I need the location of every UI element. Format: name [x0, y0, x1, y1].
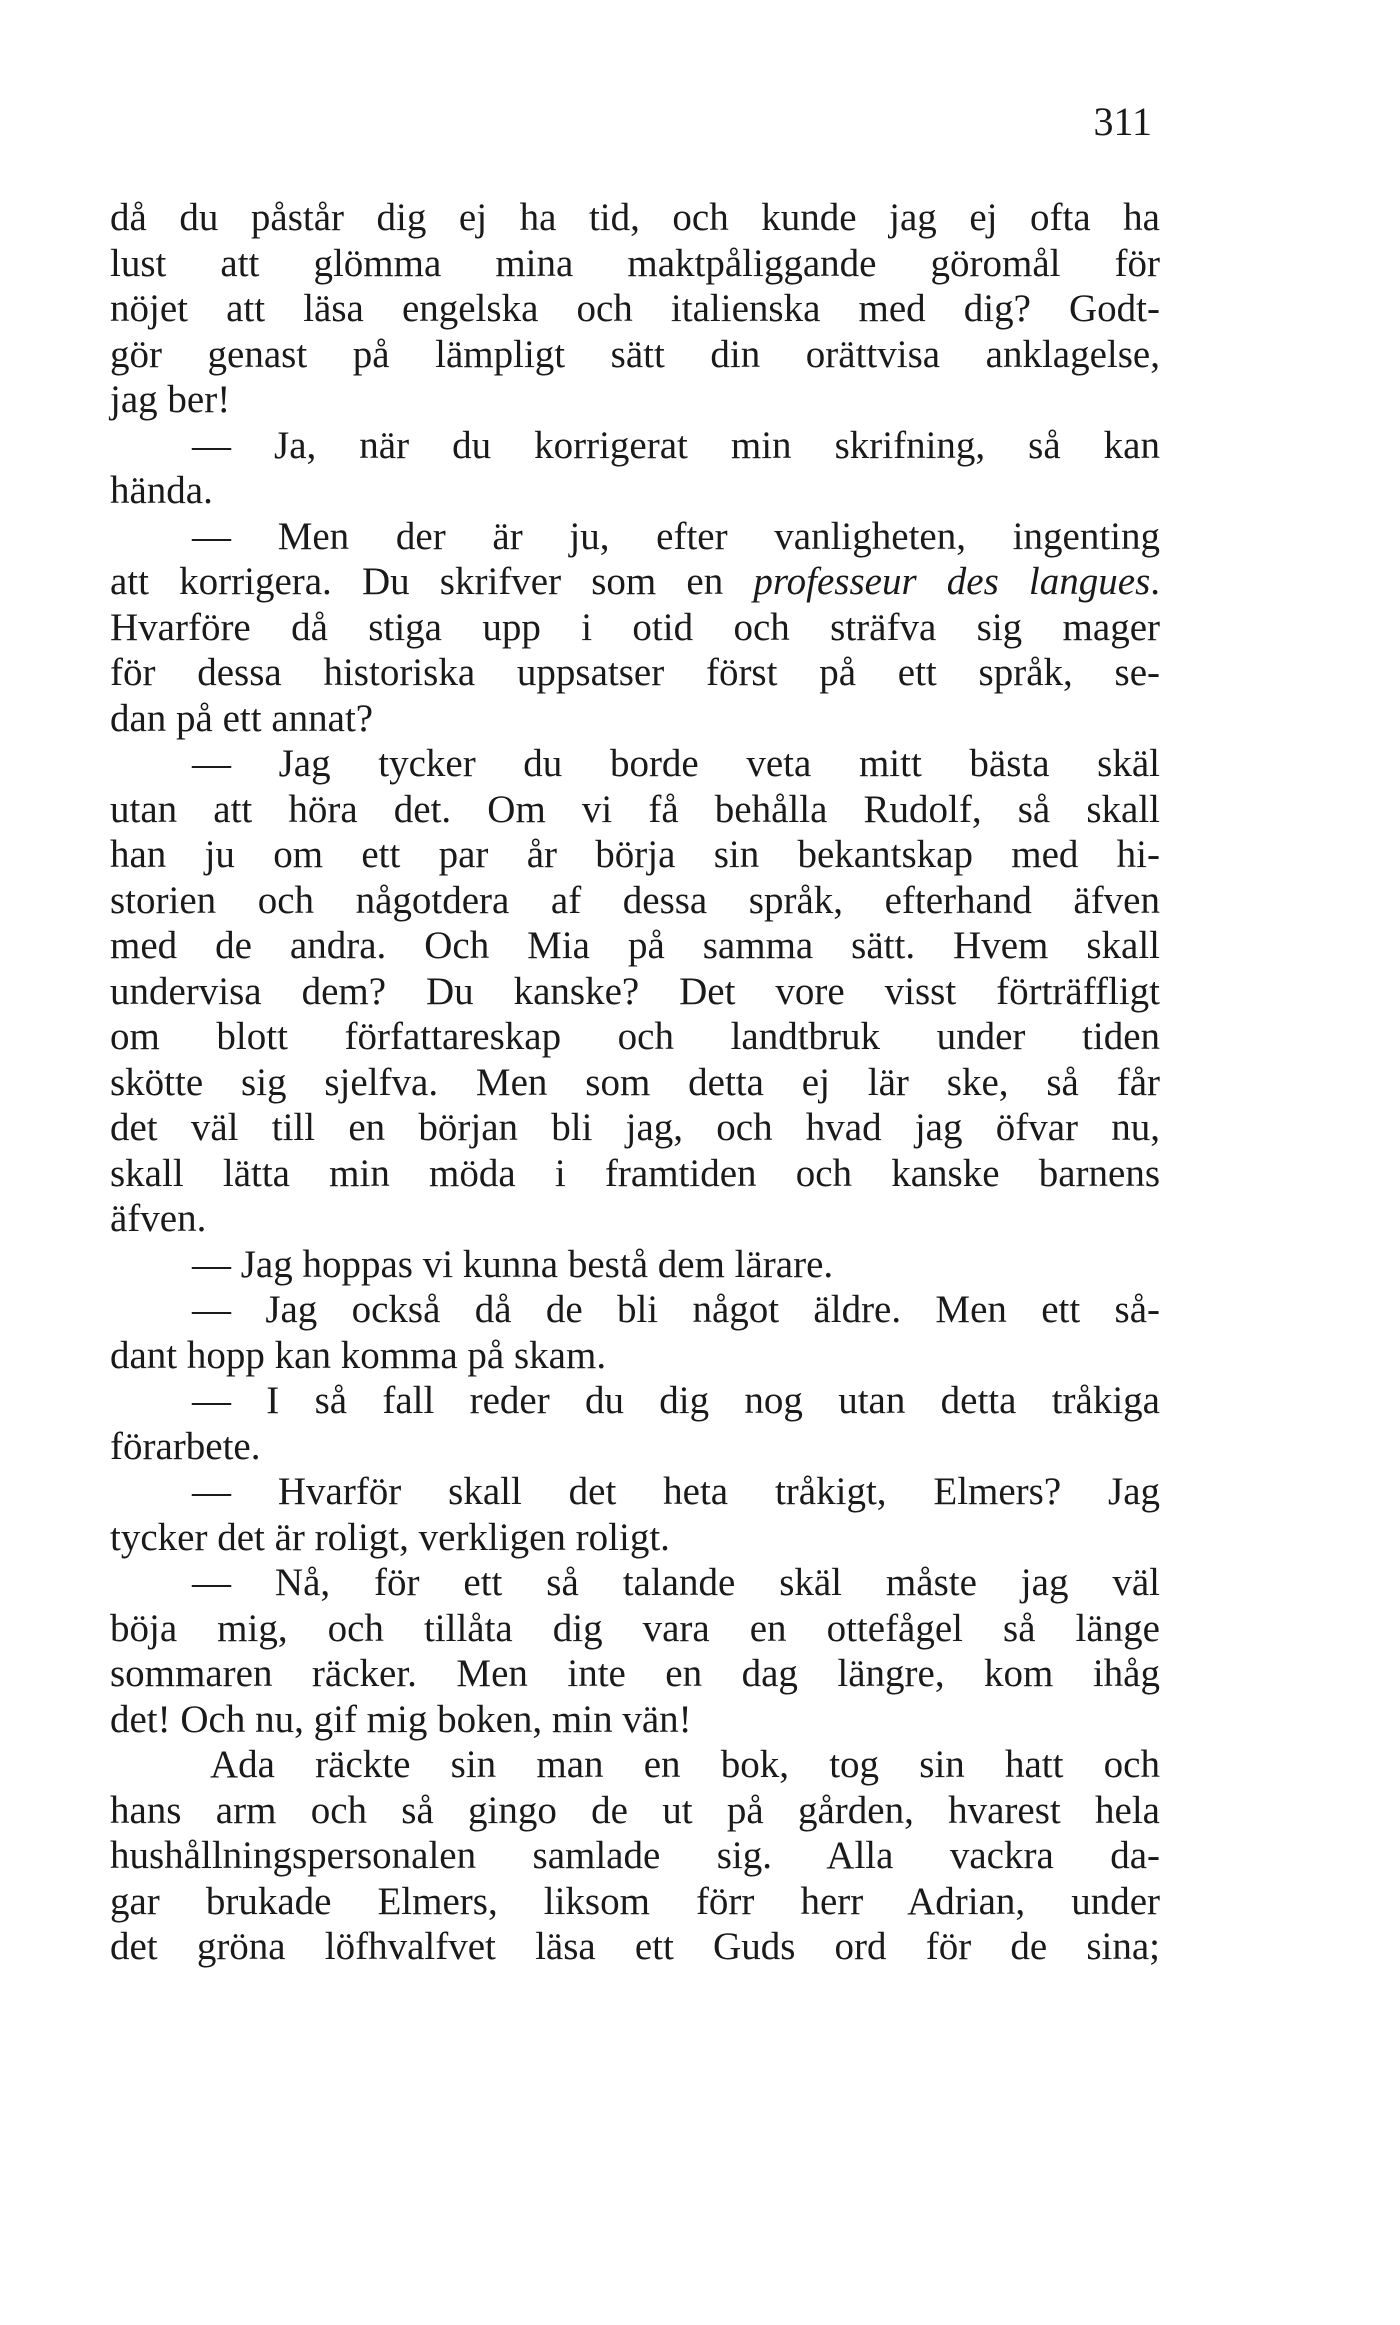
- text-line-content: att korrigera. Du skrifver som en: [110, 560, 754, 603]
- text-line: [110, 1151, 1160, 1197]
- text-line-content: — Nå, för ett så talande skäl måste jag väl: [192, 1561, 1160, 1604]
- italic-phrase: professeur des langues: [753, 560, 1151, 603]
- text-line: [110, 1333, 1160, 1379]
- text-line-content: förarbete.: [110, 1424, 261, 1468]
- text-line: [110, 1697, 1160, 1743]
- text-line: [110, 1287, 1160, 1333]
- text-line: [110, 1242, 1160, 1288]
- text-line-content: — Jag hoppas vi kunna bestå dem lärare.: [192, 1242, 834, 1286]
- text-line: [110, 286, 1160, 332]
- text-line: [110, 195, 1160, 241]
- text-line-content: — Ja, när du korrigerat min skrifning, så kan: [192, 423, 1160, 467]
- text-line: [110, 1014, 1160, 1060]
- text-line: [110, 696, 1160, 742]
- text-line: [110, 832, 1160, 878]
- text-line-content: hända.: [110, 469, 213, 512]
- text-line-content: för dessa historiska uppsatser först på ett språk, se-: [110, 651, 1160, 694]
- text-line-content: — Jag tycker du borde veta mitt bästa skäl: [192, 742, 1160, 785]
- text-line-content: med de andra. Och Mia på samma sätt. Hvem skall: [110, 924, 1160, 967]
- text-line: [110, 787, 1160, 833]
- text-line-content: böja mig, och tillåta dig vara en ottefågel så länge: [110, 1606, 1160, 1650]
- text-line-content: äfven.: [110, 1197, 207, 1240]
- text-line-content: lust att glömma mina maktpåliggande göromål för: [110, 241, 1160, 285]
- text-line-content: dant hopp kan komma på skam.: [110, 1333, 607, 1377]
- text-line-content: — Men der är ju, efter vanligheten, ingenting: [192, 514, 1160, 558]
- text-line: [110, 423, 1160, 469]
- body-text: [110, 195, 1160, 1970]
- text-line-content: då du påstår dig ej ha tid, och kunde jag ej ofta ha: [110, 196, 1160, 239]
- text-line: [110, 1879, 1160, 1925]
- text-line: [110, 559, 1160, 605]
- text-line-content: om blott författareskap och landtbruk under tiden: [110, 1015, 1160, 1058]
- text-line-content: gar brukade Elmers, liksom förr herr Adrian, under: [110, 1879, 1160, 1923]
- text-line-content: skötte sig sjelfva. Men som detta ej lär ske, så får: [110, 1060, 1160, 1104]
- text-line-content: han ju om ett par år börja sin bekantskap med hi-: [110, 833, 1160, 876]
- text-line-content: hans arm och så gingo de ut på gården, hvarest hela: [110, 1788, 1160, 1832]
- text-line: [110, 1742, 1160, 1788]
- text-line-content: Hvarföre då stiga upp i otid och sträfva sig mager: [110, 605, 1160, 649]
- text-line-content: det väl till en början bli jag, och hvad jag öfvar nu,: [110, 1106, 1160, 1149]
- text-line: [110, 514, 1160, 560]
- text-line-content: jag ber!: [110, 378, 231, 421]
- text-line-content: storien och någotdera af dessa språk, efterhand äfven: [110, 878, 1160, 922]
- text-line: [110, 741, 1160, 787]
- text-line: [110, 1788, 1160, 1834]
- text-line: [110, 332, 1160, 378]
- text-line: [110, 1924, 1160, 1970]
- text-line: [110, 1378, 1160, 1424]
- text-line-content: — Hvarför skall det heta tråkigt, Elmers? Jag: [192, 1470, 1160, 1513]
- text-line: [110, 1606, 1160, 1652]
- text-line-content: dan på ett annat?: [110, 696, 374, 740]
- text-line-content: — I så fall reder du dig nog utan detta tråkiga: [192, 1379, 1160, 1422]
- text-line-content: skall lätta min möda i framtiden och kanske barnens: [110, 1151, 1160, 1195]
- text-line: [110, 1424, 1160, 1470]
- text-line: [110, 969, 1160, 1015]
- text-line-content: nöjet att läsa engelska och italienska med dig? Godt-: [110, 287, 1160, 330]
- text-line: [110, 377, 1160, 423]
- text-line: [110, 241, 1160, 287]
- text-line: [110, 878, 1160, 924]
- text-line-content: hushållningspersonalen samlade sig. Alla vackra da-: [110, 1834, 1160, 1877]
- text-line-content: det! Och nu, gif mig boken, min vän!: [110, 1697, 692, 1741]
- text-line: [110, 1651, 1160, 1697]
- text-line: [110, 605, 1160, 651]
- text-line: [110, 1833, 1160, 1879]
- text-line: [110, 1515, 1160, 1561]
- text-line: [110, 923, 1160, 969]
- text-line-content: tycker det är roligt, verkligen roligt.: [110, 1515, 670, 1559]
- text-line-content: det gröna löfhvalfvet läsa ett Guds ord för de sina;: [110, 1925, 1160, 1968]
- text-line: [110, 1469, 1160, 1515]
- text-line-content: sommaren räcker. Men inte en dag längre, kom ihåg: [110, 1652, 1160, 1695]
- text-line-content: undervisa dem? Du kanske? Det vore visst förträffligt: [110, 969, 1160, 1013]
- page-number: 311: [1093, 99, 1152, 144]
- text-line-content: utan att höra det. Om vi få behålla Rudolf, så skall: [110, 787, 1160, 831]
- text-line: [110, 1060, 1160, 1106]
- text-line-content: — Jag också då de bli något äldre. Men ett så-: [192, 1288, 1160, 1331]
- text-line: [110, 1196, 1160, 1242]
- text-line: [110, 1105, 1160, 1151]
- trailing-punctuation: .: [1150, 560, 1161, 603]
- text-line-content: Ada räckte sin man en bok, tog sin hatt och: [210, 1743, 1160, 1786]
- text-line-content: gör genast på lämpligt sätt din orättvisa anklagelse,: [110, 332, 1160, 376]
- text-line: [110, 1560, 1160, 1606]
- text-line: [110, 468, 1160, 514]
- text-line: [110, 650, 1160, 696]
